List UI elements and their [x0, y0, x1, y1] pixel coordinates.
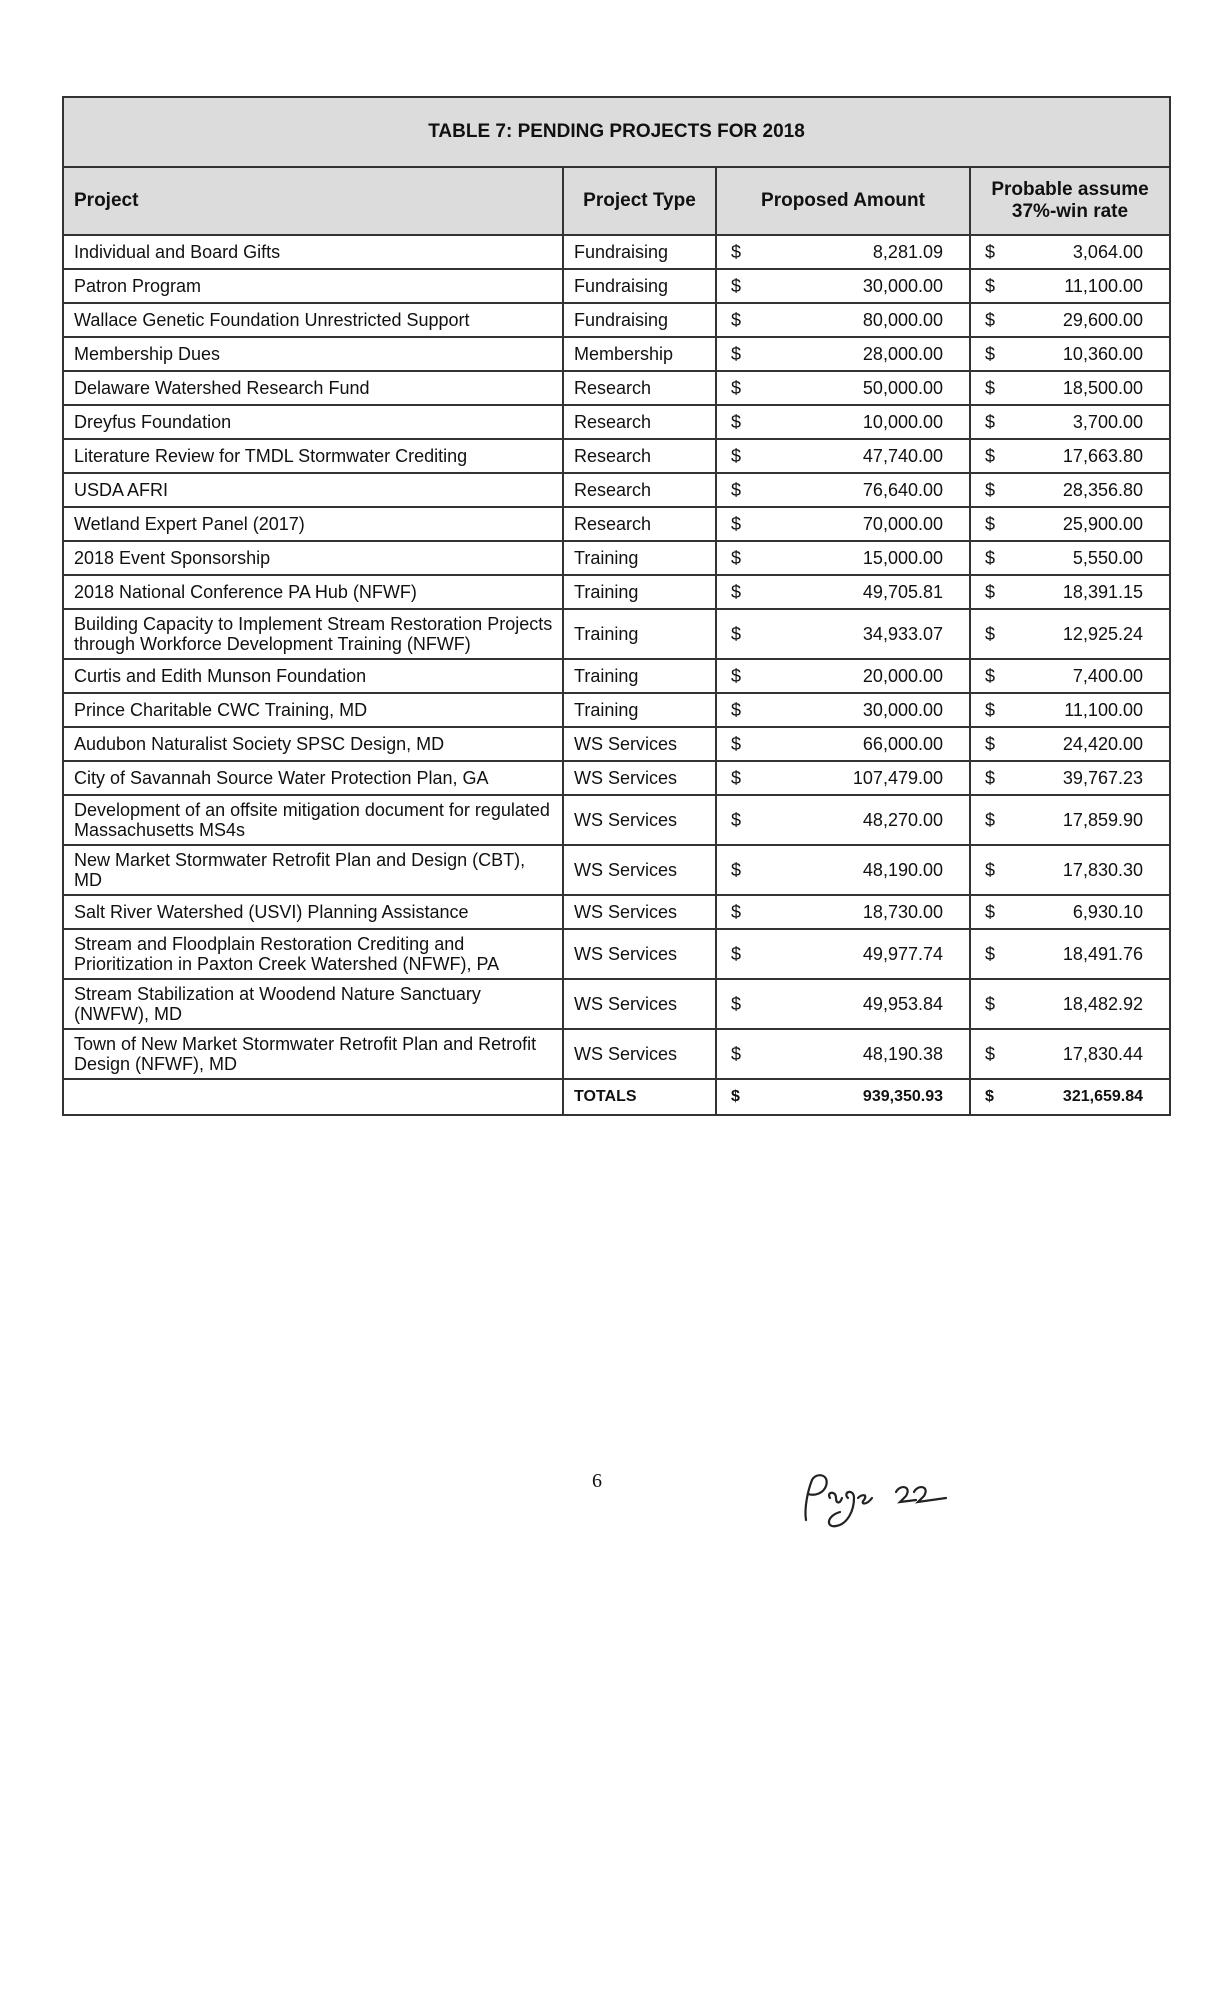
currency-symbol: $	[731, 480, 742, 500]
proposed-amount-value: 34,933.07	[862, 624, 943, 644]
page-number: 6	[592, 1470, 602, 1492]
proposed-amount-cell	[716, 727, 970, 761]
proposed-amount-cell	[716, 795, 970, 845]
probable-amount-cell	[970, 795, 1170, 845]
proposed-amount-cell	[716, 269, 970, 303]
project-type-cell: Training	[563, 575, 716, 609]
proposed-amount-value: 10,000.00	[862, 412, 943, 432]
project-type-cell: WS Services	[563, 979, 716, 1029]
project-name-cell: USDA AFRI	[63, 473, 563, 507]
proposed-amount-cell	[716, 609, 970, 659]
project-type-cell: WS Services	[563, 929, 716, 979]
proposed-amount-cell	[716, 473, 970, 507]
proposed-amount-cell	[716, 929, 970, 979]
project-type-cell: Training	[563, 541, 716, 575]
probable-amount-value: 3,700.00	[1072, 412, 1143, 432]
probable-amount-value: 6,930.10	[1072, 902, 1143, 922]
proposed-amount-cell	[716, 659, 970, 693]
project-type-cell: Research	[563, 439, 716, 473]
currency-symbol: $	[985, 624, 996, 644]
currency-symbol: $	[985, 378, 996, 398]
currency-symbol: $	[731, 378, 742, 398]
project-type-cell: WS Services	[563, 727, 716, 761]
currency-symbol: $	[985, 810, 996, 830]
probable-amount-cell	[970, 575, 1170, 609]
proposed-amount-value: 20,000.00	[862, 666, 943, 686]
currency-symbol: $	[985, 480, 996, 500]
currency-symbol: $	[985, 446, 996, 466]
table-row	[63, 405, 1170, 439]
currency-symbol: $	[985, 548, 996, 568]
project-type-cell: Research	[563, 473, 716, 507]
proposed-amount-cell	[716, 761, 970, 795]
project-name-cell: Literature Review for TMDL Stormwater Crediting	[63, 439, 563, 473]
probable-amount-cell	[970, 895, 1170, 929]
currency-symbol: $	[985, 1088, 994, 1105]
probable-amount-value: 25,900.00	[1062, 514, 1143, 534]
currency-symbol: $	[985, 700, 996, 720]
project-name-cell: New Market Stormwater Retrofit Plan and Design (CBT), MD	[63, 845, 563, 895]
proposed-amount-value: 80,000.00	[862, 310, 943, 330]
currency-symbol: $	[985, 1044, 996, 1064]
header-probable-line1: Probable assume	[991, 179, 1149, 200]
proposed-amount-value: 30,000.00	[862, 276, 943, 296]
totals-blank-cell	[63, 1079, 563, 1115]
project-name-cell: Stream Stabilization at Woodend Nature Sanctuary (NWFW), MD	[63, 979, 563, 1029]
project-type-cell: Research	[563, 371, 716, 405]
proposed-amount-cell	[716, 979, 970, 1029]
probable-amount-value: 18,482.92	[1062, 994, 1143, 1014]
proposed-amount-cell	[716, 303, 970, 337]
proposed-amount-cell	[716, 895, 970, 929]
currency-symbol: $	[731, 700, 742, 720]
project-type-cell: WS Services	[563, 895, 716, 929]
table-row	[63, 507, 1170, 541]
probable-amount-cell	[970, 507, 1170, 541]
totals-probable-cell	[970, 1079, 1170, 1115]
probable-amount-value: 18,491.76	[1062, 944, 1143, 964]
probable-amount-value: 39,767.23	[1062, 768, 1143, 788]
totals-probable: 321,659.84	[1062, 1088, 1143, 1105]
currency-symbol: $	[731, 994, 742, 1014]
table-row	[63, 693, 1170, 727]
currency-symbol: $	[731, 446, 742, 466]
project-type-cell: Research	[563, 405, 716, 439]
project-type-cell: WS Services	[563, 1029, 716, 1079]
probable-amount-value: 17,663.80	[1062, 446, 1143, 466]
currency-symbol: $	[731, 514, 742, 534]
currency-symbol: $	[731, 1088, 740, 1105]
table-row	[63, 929, 1170, 979]
table-row	[63, 473, 1170, 507]
project-name-cell: Patron Program	[63, 269, 563, 303]
currency-symbol: $	[731, 344, 742, 364]
currency-symbol: $	[731, 768, 742, 788]
proposed-amount-value: 28,000.00	[862, 344, 943, 364]
probable-amount-cell	[970, 405, 1170, 439]
currency-symbol: $	[985, 582, 996, 602]
project-name-cell: Stream and Floodplain Restoration Crediting and Prioritization in Paxton Creek Watershed (NFWF), PA	[63, 929, 563, 979]
probable-amount-cell	[970, 303, 1170, 337]
proposed-amount-value: 66,000.00	[862, 734, 943, 754]
project-name-cell: 2018 Event Sponsorship	[63, 541, 563, 575]
project-type-cell: WS Services	[563, 795, 716, 845]
pending-projects-table	[62, 96, 1171, 1116]
project-name-cell: Individual and Board Gifts	[63, 235, 563, 269]
project-name-cell: Membership Dues	[63, 337, 563, 371]
probable-amount-value: 24,420.00	[1062, 734, 1143, 754]
currency-symbol: $	[985, 242, 996, 262]
table-title: TABLE 7: PENDING PROJECTS FOR 2018	[63, 97, 1170, 167]
probable-amount-cell	[970, 337, 1170, 371]
currency-symbol: $	[731, 548, 742, 568]
proposed-amount-cell	[716, 405, 970, 439]
currency-symbol: $	[985, 276, 996, 296]
table-row	[63, 895, 1170, 929]
currency-symbol: $	[731, 902, 742, 922]
table-row	[63, 269, 1170, 303]
probable-amount-value: 28,356.80	[1062, 480, 1143, 500]
table-row	[63, 541, 1170, 575]
project-name-cell: Development of an offsite mitigation document for regulated Massachusetts MS4s	[63, 795, 563, 845]
project-name-cell: Audubon Naturalist Society SPSC Design, MD	[63, 727, 563, 761]
currency-symbol: $	[985, 310, 996, 330]
project-name-cell: Delaware Watershed Research Fund	[63, 371, 563, 405]
proposed-amount-value: 30,000.00	[862, 700, 943, 720]
project-name-cell: Dreyfus Foundation	[63, 405, 563, 439]
totals-row	[63, 1079, 1170, 1115]
probable-amount-value: 17,859.90	[1062, 810, 1143, 830]
currency-symbol: $	[985, 860, 996, 880]
proposed-amount-value: 49,953.84	[862, 994, 943, 1014]
proposed-amount-value: 8,281.09	[872, 242, 943, 262]
probable-amount-value: 17,830.44	[1062, 1044, 1143, 1064]
probable-amount-value: 18,391.15	[1062, 582, 1143, 602]
currency-symbol: $	[731, 310, 742, 330]
proposed-amount-cell	[716, 507, 970, 541]
currency-symbol: $	[731, 624, 742, 644]
probable-amount-value: 7,400.00	[1072, 666, 1143, 686]
proposed-amount-value: 107,479.00	[852, 768, 943, 788]
probable-amount-cell	[970, 727, 1170, 761]
proposed-amount-value: 70,000.00	[862, 514, 943, 534]
currency-symbol: $	[985, 902, 996, 922]
table-row	[63, 845, 1170, 895]
proposed-amount-value: 50,000.00	[862, 378, 943, 398]
probable-amount-cell	[970, 235, 1170, 269]
proposed-amount-cell	[716, 541, 970, 575]
project-type-cell: WS Services	[563, 761, 716, 795]
currency-symbol: $	[985, 734, 996, 754]
table-row	[63, 1029, 1170, 1079]
project-type-cell: WS Services	[563, 845, 716, 895]
table-row	[63, 303, 1170, 337]
header-probable-line2: 37%-win rate	[1011, 201, 1129, 222]
proposed-amount-cell	[716, 693, 970, 727]
currency-symbol: $	[985, 994, 996, 1014]
probable-amount-value: 29,600.00	[1062, 310, 1143, 330]
currency-symbol: $	[731, 944, 742, 964]
project-name-cell: 2018 National Conference PA Hub (NFWF)	[63, 575, 563, 609]
probable-amount-cell	[970, 609, 1170, 659]
currency-symbol: $	[985, 344, 996, 364]
proposed-amount-value: 49,977.74	[862, 944, 943, 964]
currency-symbol: $	[731, 666, 742, 686]
currency-symbol: $	[731, 810, 742, 830]
handwritten-page-note	[796, 1468, 956, 1538]
probable-amount-cell	[970, 659, 1170, 693]
table-row	[63, 439, 1170, 473]
probable-amount-cell	[970, 693, 1170, 727]
probable-amount-cell	[970, 761, 1170, 795]
probable-amount-value: 17,830.30	[1062, 860, 1143, 880]
totals-amount: 939,350.93	[862, 1088, 943, 1105]
currency-symbol: $	[731, 242, 742, 262]
proposed-amount-cell	[716, 337, 970, 371]
proposed-amount-value: 48,190.38	[862, 1044, 943, 1064]
table-row	[63, 979, 1170, 1029]
probable-amount-value: 11,100.00	[1064, 276, 1143, 296]
proposed-amount-value: 18,730.00	[862, 902, 943, 922]
project-type-cell: Training	[563, 693, 716, 727]
proposed-amount-value: 47,740.00	[862, 446, 943, 466]
proposed-amount-cell	[716, 371, 970, 405]
probable-amount-cell	[970, 1029, 1170, 1079]
table-row	[63, 609, 1170, 659]
probable-amount-cell	[970, 439, 1170, 473]
proposed-amount-value: 49,705.81	[862, 582, 943, 602]
project-type-cell: Training	[563, 659, 716, 693]
currency-symbol: $	[731, 1044, 742, 1064]
probable-amount-cell	[970, 473, 1170, 507]
table-row	[63, 575, 1170, 609]
currency-symbol: $	[731, 276, 742, 296]
project-type-cell: Research	[563, 507, 716, 541]
proposed-amount-value: 48,270.00	[862, 810, 943, 830]
table-row	[63, 761, 1170, 795]
table-row	[63, 337, 1170, 371]
project-name-cell: Wetland Expert Panel (2017)	[63, 507, 563, 541]
proposed-amount-value: 76,640.00	[862, 480, 943, 500]
currency-symbol: $	[985, 944, 996, 964]
probable-amount-value: 12,925.24	[1062, 624, 1143, 644]
project-name-cell: Building Capacity to Implement Stream Restoration Projects through Workforce Development Training (NFWF)	[63, 609, 563, 659]
probable-amount-cell	[970, 929, 1170, 979]
probable-amount-cell	[970, 845, 1170, 895]
project-name-cell: City of Savannah Source Water Protection Plan, GA	[63, 761, 563, 795]
totals-amount-cell	[716, 1079, 970, 1115]
table-row	[63, 235, 1170, 269]
proposed-amount-value: 48,190.00	[862, 860, 943, 880]
currency-symbol: $	[985, 412, 996, 432]
proposed-amount-cell	[716, 1029, 970, 1079]
project-type-cell: Fundraising	[563, 303, 716, 337]
project-type-cell: Training	[563, 609, 716, 659]
header-probable	[970, 167, 1170, 235]
header-proposed-amount: Proposed Amount	[716, 167, 970, 235]
probable-amount-value: 18,500.00	[1062, 378, 1143, 398]
project-type-cell: Membership	[563, 337, 716, 371]
probable-amount-cell	[970, 269, 1170, 303]
currency-symbol: $	[985, 514, 996, 534]
proposed-amount-cell	[716, 439, 970, 473]
proposed-amount-value: 15,000.00	[862, 548, 943, 568]
table-row	[63, 659, 1170, 693]
project-type-cell: Fundraising	[563, 269, 716, 303]
table-row	[63, 371, 1170, 405]
currency-symbol: $	[731, 582, 742, 602]
table-row	[63, 727, 1170, 761]
probable-amount-value: 5,550.00	[1072, 548, 1143, 568]
project-type-cell: Fundraising	[563, 235, 716, 269]
header-project-type: Project Type	[563, 167, 716, 235]
project-name-cell: Wallace Genetic Foundation Unrestricted Support	[63, 303, 563, 337]
currency-symbol: $	[731, 412, 742, 432]
currency-symbol: $	[731, 860, 742, 880]
table-row	[63, 795, 1170, 845]
project-name-cell: Town of New Market Stormwater Retrofit Plan and Retrofit Design (NFWF), MD	[63, 1029, 563, 1079]
probable-amount-value: 10,360.00	[1062, 344, 1143, 364]
project-name-cell: Prince Charitable CWC Training, MD	[63, 693, 563, 727]
currency-symbol: $	[731, 734, 742, 754]
currency-symbol: $	[985, 666, 996, 686]
proposed-amount-cell	[716, 575, 970, 609]
proposed-amount-cell	[716, 235, 970, 269]
proposed-amount-cell	[716, 845, 970, 895]
header-project: Project	[63, 167, 563, 235]
project-name-cell: Curtis and Edith Munson Foundation	[63, 659, 563, 693]
probable-amount-cell	[970, 371, 1170, 405]
currency-symbol: $	[985, 768, 996, 788]
probable-amount-value: 3,064.00	[1072, 242, 1143, 262]
probable-amount-cell	[970, 979, 1170, 1029]
project-name-cell: Salt River Watershed (USVI) Planning Assistance	[63, 895, 563, 929]
probable-amount-value: 11,100.00	[1064, 700, 1143, 720]
totals-label: TOTALS	[563, 1079, 716, 1115]
probable-amount-cell	[970, 541, 1170, 575]
